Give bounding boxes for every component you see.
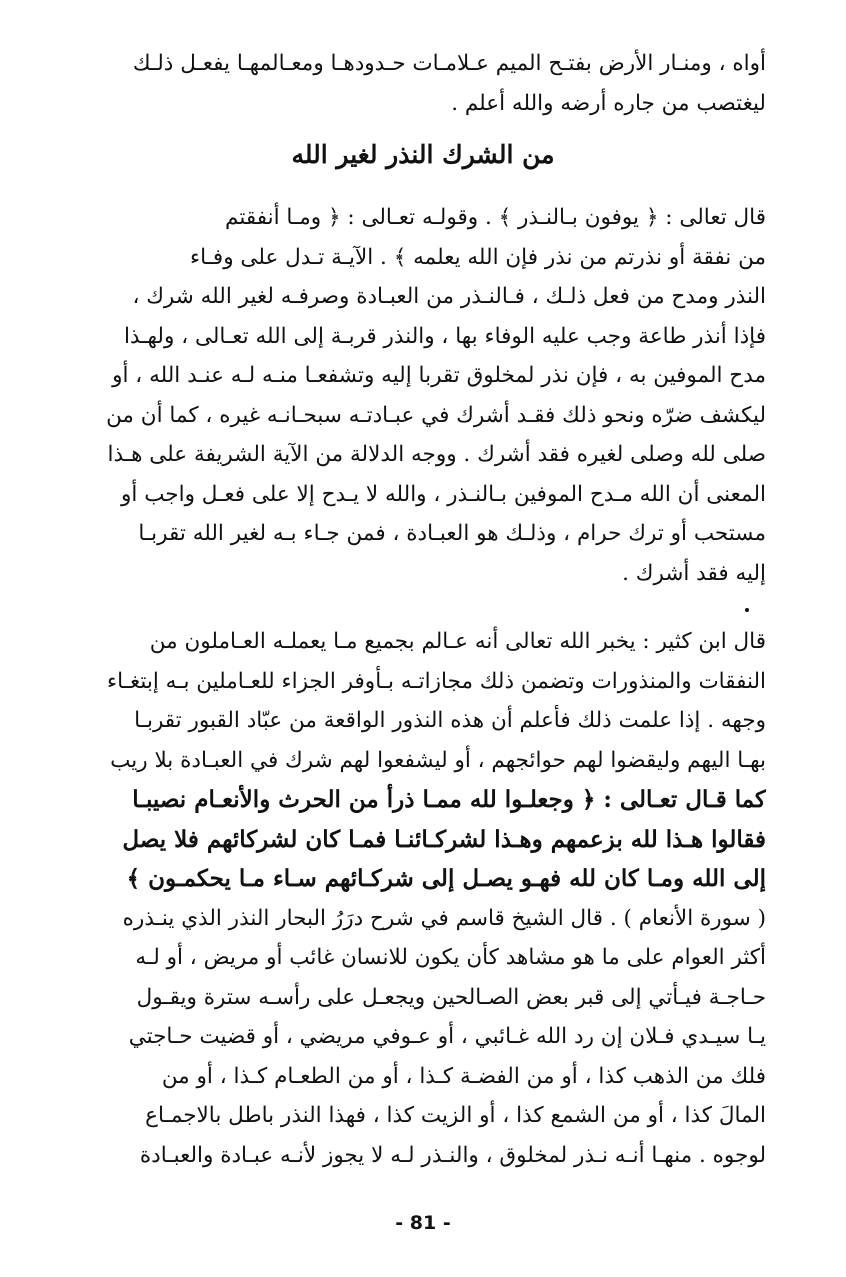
paragraph-2 (80, 622, 766, 1175)
text-line: لوجوه . منهـا أنـه نـذر لمخلوق ، والنـذر لـه لا يجوز لأنـه عبـادة والعبـادة (139, 1142, 766, 1168)
text-line: وجهه . إذا علمت ذلك فأعلم أن هذه النذور الواقعة من عبّاد القبور تقربـا (134, 708, 766, 733)
text-line: صلى لله وصلى لغيره فقد أشرك . ووجه الدلالة من الآية الشريفة على هـذا (107, 442, 766, 467)
stray-mark (745, 608, 749, 612)
text-line: فلك من الذهب كذا ، أو من الفضـة كـذا ، أو من الطعـام كـذا ، أو من (161, 1063, 766, 1089)
text-line: من نفقة أو نذرتم من نذر فإن الله يعلمه ﴾ . الآيـة تـدل على وفـاء (189, 244, 766, 270)
text-line: النذر ومدح من فعل ذلـك ، فـالنـذر من العبـادة وصرفـه لغير الله شرك ، (132, 284, 766, 309)
paragraph-1 (80, 198, 766, 593)
text-line: كما قـال تعـالى : ﴿ وجعلـوا لله ممـا ذرأ من الحرث والأنعـام نصيبـا (132, 786, 766, 813)
text-line: فقالوا هـذا لله بزعمهم وهـذا لشركـائنـا فمـا كان لشركائهم فلا يصل (122, 825, 766, 853)
text-line: بهـا اليهم وليقضوا لهم حوائجهم ، أو ليشفعوا لهم شرك في العبـادة بلا ريب (110, 747, 766, 773)
section-title: من الشرك النذر لغير الله (291, 140, 555, 169)
text-line: قال تعالى : ﴿ يوفون بـالنـذر ﴾ . وقولـه تعـالى : ﴿ ومـا أنفقتم (225, 205, 766, 230)
text-line: ليكشف ضرّه ونحو ذلك فقـد أشرك في عبـادتـه سبحـانـه غيره ، كما أن من (106, 402, 766, 428)
text-line: المعنى أن الله مـدح الموفين بـالنـذر ، والله لا يـدح إلا على فعـل واجب أو (121, 481, 766, 507)
page-number: - 81 - (395, 1212, 451, 1234)
text-line: ليغتصب من جاره أرضه والله أعلم . (451, 90, 766, 116)
text-line: أكثر العوام على ما هو مشاهد كأن يكون للانسان غائب أو مريض ، أو لـه (135, 945, 766, 970)
text-line: إليه فقد أشرك . (622, 560, 766, 586)
text-line: أواه ، ومنـار الأرض بفتـح الميم عـلامـات حـدودهـا ومعـالمهـا يفعـل ذلـك (132, 51, 766, 76)
text-line: النفقات والمنذورات وتضمن ذلك مجازاتـه بـأوفر الجزاء للعـاملين بـه إبتغـاء (107, 668, 766, 694)
text-line: فإذا أنذر طاعة وجب عليه الوفاء بها ، والنذر قربـة إلى الله تعـالى ، ولهـذا (123, 323, 766, 349)
text-line: مدح الموفين به ، فإن نذر لمخلوق تقربا إليه وتشفعـا منـه لـه عنـد الله ، أو (112, 363, 766, 388)
text-line: إلى الله ومـا كان لله فهـو يصـل إلى شركـائهم سـاء مـا يحكمـون ﴾ (126, 865, 766, 892)
intro-paragraph (80, 44, 766, 123)
text-line: قال ابن كثير : يخبر الله تعالى أنه عـالم بجميع مـا يعملـه العـاملون من (149, 629, 766, 654)
text-line: حـاجـة فيـأتي إلى قبر بعض الصـالحين ويجعـل على رأسـه سترة ويقـول (136, 984, 766, 1010)
text-line: مستحب أو ترك حرام ، وذلـك هو العبـادة ، فمن جـاء بـه لغير الله تقربـا (138, 521, 766, 546)
text-line: المالَ كذا ، أو من الشمع كذا ، أو الزيت كذا ، فهذا النذر باطل بالاجمـاع (145, 1103, 766, 1128)
text-line: ( سورة الأنعام ) . قال الشيخ قاسم في شرح درَرُ البحار النذر الذي ينـذره (122, 905, 766, 931)
text-line: يـا سيـدي فـلان إن رد الله غـائبي ، أو عـوفي مريضي ، أو قضيت حـاجتي (128, 1024, 766, 1049)
